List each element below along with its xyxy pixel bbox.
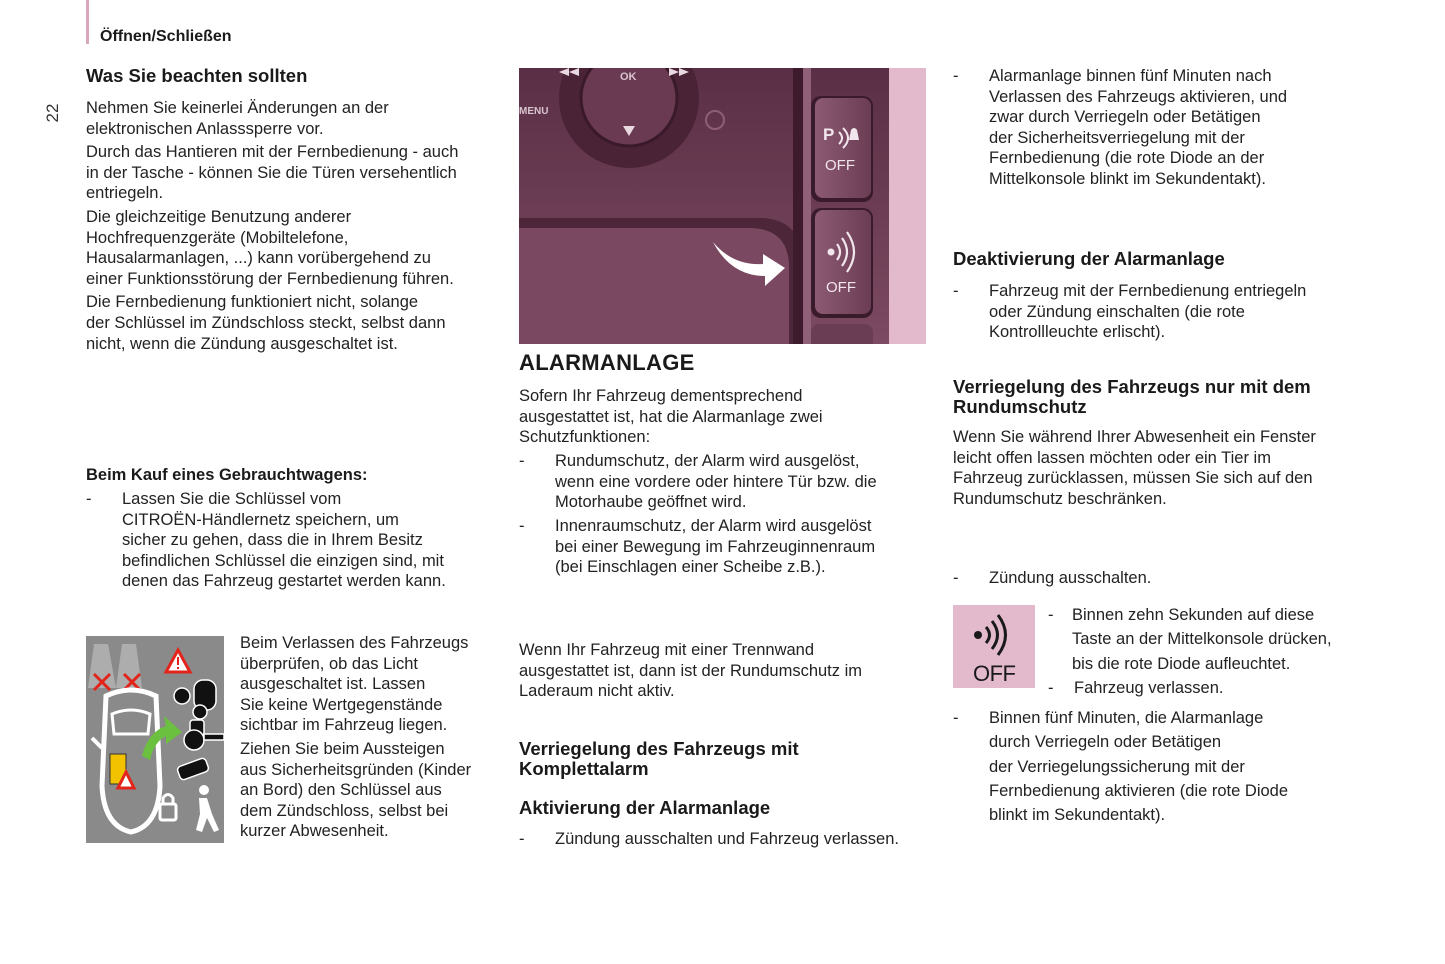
heading-what-to-note: Was Sie beachten sollten bbox=[86, 65, 308, 86]
para-alarm-intro: Sofern Ihr Fahrzeug dementsprechend ausgestattet ist, hat die Alarmanlage zwei Schutzfunktionen: bbox=[519, 387, 823, 447]
button2-off-label: OFF bbox=[826, 279, 856, 296]
dash: - bbox=[953, 67, 959, 85]
para-remote-pocket: Durch das Hantieren mit der Fernbedienung - auch in der Tasche - können Sie die Türen versehentlich entriegeln. bbox=[86, 143, 459, 203]
chapter-title: Öffnen/Schließen bbox=[100, 28, 232, 45]
button1-off-label: OFF bbox=[825, 157, 855, 174]
alarm-off-button-icon bbox=[953, 605, 1035, 688]
para-immobilizer: Nehmen Sie keinerlei Änderungen an der elektronischen Anlasssperre vor. bbox=[86, 99, 389, 138]
para-leaving-key: Ziehen Sie beim Aussteigen aus Sicherheitsgründen (Kinder an Bord) den Schlüssel aus dem Zündschloss, selbst bei kurzer Abwesenheit. bbox=[240, 739, 472, 841]
dash: - bbox=[519, 830, 525, 848]
parking-p-label: P bbox=[823, 125, 835, 144]
dash: - bbox=[953, 282, 959, 300]
dash: - bbox=[1048, 606, 1054, 624]
dash: - bbox=[953, 709, 959, 727]
heading-perimeter-only: Verriegelung des Fahrzeugs nur mit dem Rundumschutz bbox=[953, 376, 1311, 417]
para-hf-devices: Die gleichzeitige Benutzung anderer Hochfrequenzgeräte (Mobiltelefone, Hausalarmanlagen, ...) kann vorübergehend zu einer Funktionsstörung der Fernbedienung führen. bbox=[86, 207, 454, 288]
dash: - bbox=[953, 569, 959, 587]
heading-used-car: Beim Kauf eines Gebrauchtwagens: bbox=[86, 466, 368, 484]
leaving-vehicle-illustration bbox=[86, 636, 224, 843]
dash: - bbox=[519, 452, 525, 470]
heading-full-alarm: Verriegelung des Fahrzeugs mit Komplettalarm bbox=[519, 738, 799, 779]
menu-label: MENU bbox=[519, 106, 549, 117]
left-paragraphs bbox=[86, 98, 506, 354]
heading-deactivation: Deaktivierung der Alarmanlage bbox=[953, 248, 1225, 269]
ok-label: OK bbox=[620, 71, 637, 83]
para-leaving-lights: Beim Verlassen des Fahrzeugs überprüfen, ob das Licht ausgeschaltet ist. Lassen Sie keine Wertgegenstände sichtbar im Fahrzeug liegen. bbox=[240, 634, 469, 735]
dash: - bbox=[86, 490, 92, 508]
para-perimeter-only: Wenn Sie während Ihrer Abwesenheit ein Fenster leicht offen lassen möchten oder ein Tier im Fahrzeug zurücklassen, müssen Sie sich auf den Rundumschutz beschränken. bbox=[953, 428, 1316, 508]
section-title-alarm: ALARMANLAGE bbox=[519, 350, 695, 375]
dash: - bbox=[1048, 679, 1054, 697]
console-photo bbox=[519, 68, 926, 344]
off-label: OFF bbox=[973, 661, 1016, 686]
page-edge-bar bbox=[86, 0, 89, 44]
para-key-in-ignition: Die Fernbedienung funktioniert nicht, solange der Schlüssel im Zündschloss steckt, selbst dann nicht, wenn die Zündung ausgeschaltet ist. bbox=[86, 293, 446, 353]
leaving-text bbox=[240, 633, 510, 842]
alarm-wave-icon bbox=[828, 249, 835, 256]
para-partition: Wenn Ihr Fahrzeug mit einer Trennwand ausgestattet ist, dann ist der Rundumschutz im Laderaum nicht aktiv. bbox=[519, 641, 863, 701]
dash: - bbox=[519, 517, 525, 535]
heading-activation: Aktivierung der Alarmanlage bbox=[519, 797, 771, 818]
page-number: 22 bbox=[43, 103, 62, 123]
